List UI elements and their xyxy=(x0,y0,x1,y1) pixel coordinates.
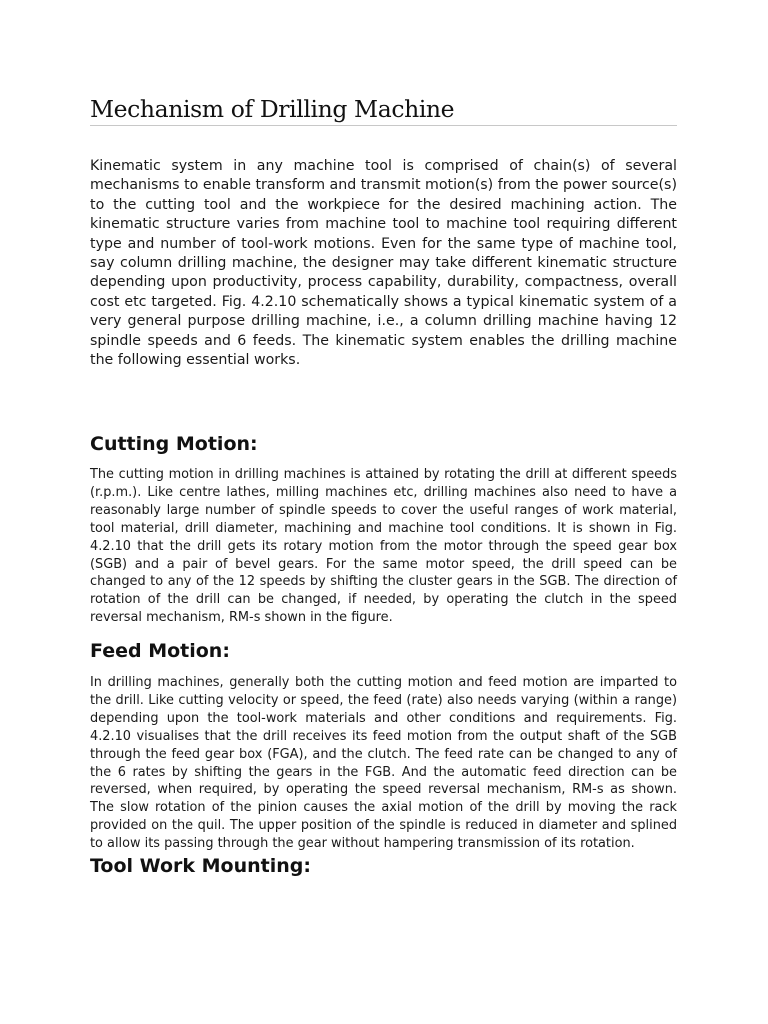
section-body-cutting-motion: The cutting motion in drilling machines is attained by rotating the drill at different speeds (r.p.m.). Like centre lathes, milling machines etc, drilling machines also need to have a reasonably large number of spindle speeds to cover the useful ranges of work material, tool material, drill diameter, machining and machine tool conditions. It is shown in Fig. 4.2.10 that the drill gets its rotary motion from the motor through the speed gear box (SGB) and a pair of bevel gears. For the same motor speed, the drill speed can be changed to any of the 12 speeds by shifting the cluster gears in the SGB. The direction of rotation of the drill can be changed, if needed, by operating the clutch in the speed reversal mechanism, RM-s shown in the figure. xyxy=(90,467,677,626)
section-heading-cutting-motion: Cutting Motion: xyxy=(90,433,258,455)
section-body-feed-motion: In drilling machines, generally both the cutting motion and feed motion are imparted to the drill. Like cutting velocity or speed, the feed (rate) also needs varying (within a range) depending upon the tool-work materials and other conditions and requirements. Fig. 4.2.10 visualises that the drill receives its feed motion from the output shaft of the SGB through the feed gear box (FGA), and the clutch. The feed rate can be changed to any of the 6 rates by shifting the gears in the FGB. And the automatic feed direction can be reversed, when required, by operating the speed reversal mechanism, RM-s as shown. The slow rotation of the pinion causes the axial motion of the drill by moving the rack provided on the quil. The upper position of the spindle is reduced in diameter and splined to allow its passing through the gear without hampering transmission of its rotation. xyxy=(90,675,677,852)
section-heading-tool-work-mounting: Tool Work Mounting: xyxy=(90,855,311,877)
intro-paragraph: Kinematic system in any machine tool is comprised of chain(s) of several mechanisms to enable transform and transmit motion(s) from the power source(s) to the cutting tool and the workpiece for the desired machining action. The kinematic structure varies from machine tool to machine tool requiring different type and number of tool-work motions. Even for the same type of machine tool, say column drilling machine, the designer may take different kinematic structure depending upon productivity, process capability, durability, compactness, overall cost etc targeted. Fig. 4.2.10 schematically shows a typical kinematic system of a very general purpose drilling machine, i.e., a column drilling machine having 12 spindle speeds and 6 feeds. The kinematic system enables the drilling machine the following essential works. xyxy=(90,158,677,369)
page-title: Mechanism of Drilling Machine xyxy=(90,92,677,126)
section-heading-feed-motion: Feed Motion: xyxy=(90,640,230,662)
